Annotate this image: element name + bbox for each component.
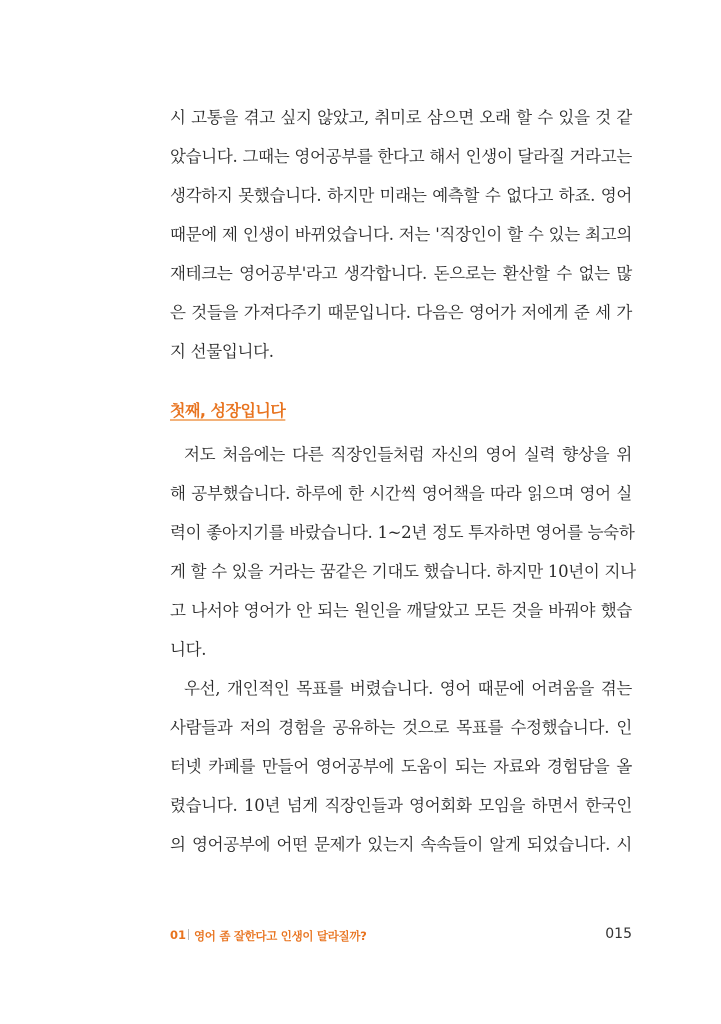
text-line: 렸습니다. 10년 넘게 직장인들과 영어회화 모임을 하면서 한국인 <box>170 796 632 815</box>
text-line: 게 할 수 있을 거라는 꿈같은 기대도 했습니다. 하지만 10년이 지나 <box>170 562 636 581</box>
text-line: 은 것들을 가져다주기 때문입니다. 다음은 영어가 저에게 준 세 가 <box>170 303 632 322</box>
chapter-divider <box>188 929 189 940</box>
text-line: 우선, 개인적인 목표를 버렸습니다. 영어 때문에 어려움을 겪는 <box>184 679 632 698</box>
page-footer <box>170 926 632 946</box>
chapter-number: 01 <box>170 928 187 942</box>
text-line: 생각하지 못했습니다. 하지만 미래는 예측할 수 없다고 하죠. 영어 <box>170 186 632 205</box>
text-line: 고 나서야 영어가 안 되는 원인을 깨달았고 모든 것을 바꿔야 했습 <box>170 601 632 620</box>
text-line: 때문에 제 인생이 바뀌었습니다. 저는 '직장인이 할 수 있는 최고의 <box>170 225 632 244</box>
page-number: 015 <box>605 926 632 942</box>
chapter-title: 영어 좀 잘한다고 인생이 달라질까? <box>194 929 367 943</box>
text-line: 저도 처음에는 다른 직장인들처럼 자신의 영어 실력 향상을 위 <box>184 445 632 464</box>
text-line: 의 영어공부에 어떤 문제가 있는지 속속들이 알게 되었습니다. 시 <box>170 835 632 854</box>
text-line: 해 공부했습니다. 하루에 한 시간씩 영어책을 따라 읽으며 영어 실 <box>170 484 632 503</box>
text-line: 니다. <box>170 640 207 659</box>
text-line: 았습니다. 그때는 영어공부를 한다고 해서 인생이 달라질 거라고는 <box>170 147 632 166</box>
text-line: 력이 좋아지기를 바랐습니다. 1~2년 정도 투자하면 영어를 능숙하 <box>170 523 635 542</box>
text-line: 사람들과 저의 경험을 공유하는 것으로 목표를 수정했습니다. 인 <box>170 718 632 737</box>
text-line: 터넷 카페를 만들어 영어공부에 도움이 되는 자료와 경험담을 올 <box>170 757 632 776</box>
text-line: 시 고통을 겪고 싶지 않았고, 취미로 삼으면 오래 할 수 있을 것 같 <box>170 108 632 127</box>
text-line: 재테크는 영어공부'라고 생각합니다. 돈으로는 환산할 수 없는 많 <box>170 264 632 283</box>
section-heading: 첫째, 성장입니다 <box>170 401 286 420</box>
text-line: 지 선물입니다. <box>170 342 274 361</box>
